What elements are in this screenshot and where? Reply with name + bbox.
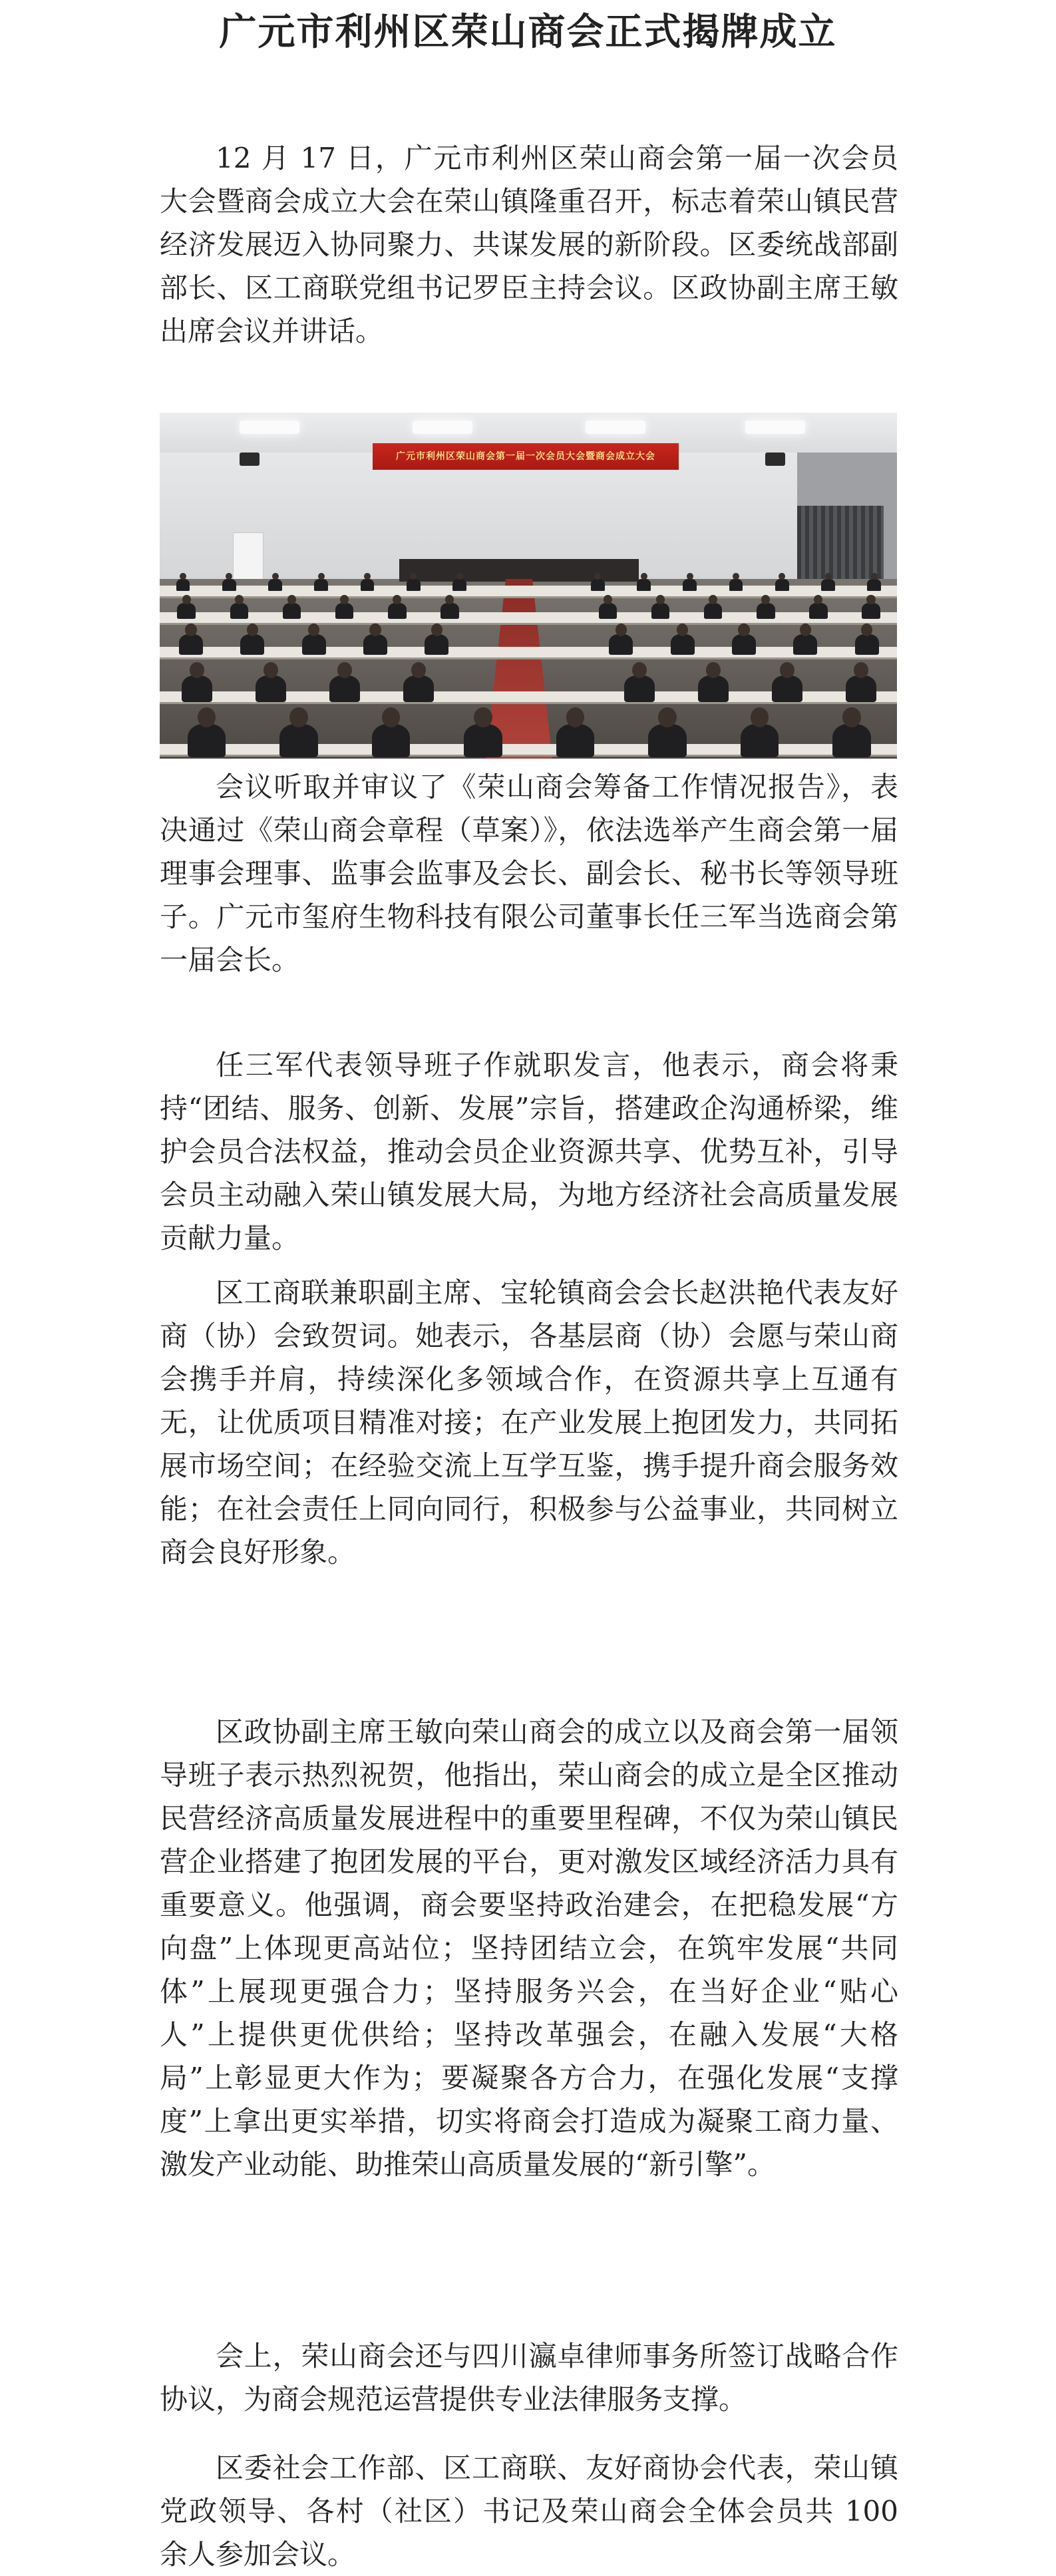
photo-attendee-head [308, 624, 319, 636]
photo-attendee-head [289, 707, 308, 727]
photo-attendee-head [616, 624, 627, 636]
photo-attendee-head [861, 624, 872, 636]
photo-attendee [651, 603, 670, 619]
photo-attendee [363, 634, 387, 655]
photo-attendee-head [800, 624, 811, 636]
photo-attendee [609, 634, 633, 655]
photo-attendee [302, 634, 326, 655]
photo-attendee [683, 579, 697, 591]
photo-attendee [862, 603, 880, 619]
photo-ceiling-light [745, 421, 805, 434]
photo-attendee [256, 675, 286, 702]
photo-attendee [732, 634, 756, 655]
article-paragraph-7: 区委社会工作部、区工商联、友好商协会代表，荣山镇党政领导、各村（社区）书记及荣山商会全体会员共 100 余人参加会议。 [160, 2452, 898, 2571]
photo-attendee [729, 579, 743, 591]
photo-desk-row [160, 744, 897, 757]
photo-attendee-head [247, 624, 258, 636]
article-paragraph-6: 会上，荣山商会还与四川瀛卓律师事务所签订战略合作协议，为商会规范运营提供专业法律服务支撑。 [160, 2340, 898, 2416]
photo-attendee [637, 579, 651, 591]
photo-attendee-head [182, 595, 191, 604]
photo-attendee-head [751, 707, 769, 727]
photo-attendee [855, 634, 879, 655]
photo-attendee [425, 634, 448, 655]
photo-speaker [765, 453, 785, 466]
photo-attendee-head [780, 662, 794, 678]
photo-attendee [599, 603, 617, 619]
photo-attendee-head [198, 707, 216, 727]
meeting-photo [160, 413, 897, 759]
photo-attendee [372, 724, 411, 757]
photo-attendee-head [641, 573, 647, 580]
photo-attendee [452, 579, 466, 591]
photo-attendee [741, 724, 779, 757]
photo-ceiling-light [240, 421, 299, 434]
photo-attendee [846, 675, 876, 702]
photo-attendee [464, 724, 502, 757]
photo-attendee [648, 724, 687, 757]
photo-desk-row [160, 612, 897, 625]
photo-attendee [793, 634, 817, 655]
article-paragraph-1: 12 月 17 日，广元市利州区荣山商会第一届一次会员大会暨商会成立大会在荣山镇隆重召开，标志着荣山镇民营经济发展迈入协同聚力、共谋发展的新阶段。区委统战部副部长、区工商联党组书记罗臣主持会议。区政协副主席王敏出席会议并讲话。 [160, 142, 898, 347]
article-paragraph-4: 区工商联兼职副主席、宝轮镇商会会长赵洪艳代表友好商（协）会致贺词。她表示，各基层商（协）会愿与荣山商会携手并肩，持续深化多领域合作，在资源共享上互通有无，让优质项目精准对接；在产业发展上抱团发力，共同拓展市场空间；在经验交流上互学互鉴，携手提升商会服务效能；在社会责任上同向同行，积极参与公益事业，共同树立商会良好形象。 [160, 1276, 898, 1568]
photo-stage-table [399, 559, 639, 582]
photo-attendee [283, 603, 301, 619]
photo-attendee [222, 579, 236, 591]
photo-attendee [698, 675, 729, 702]
photo-attendee [361, 579, 375, 591]
photo-attendee-head [456, 573, 463, 580]
photo-attendee-head [854, 662, 868, 678]
photo-attendee [821, 579, 835, 591]
photo-attendee-head [738, 624, 749, 636]
photo-attendee-head [706, 662, 721, 678]
photo-attendee [772, 675, 802, 702]
photo-attendee [182, 675, 212, 702]
photo-desk-row [160, 647, 897, 659]
photo-attendee-head [185, 624, 196, 636]
photo-attendee [314, 579, 328, 591]
photo-attendee [240, 634, 264, 655]
photo-attendee [832, 724, 871, 757]
photo-attendee [388, 603, 407, 619]
photo-attendee-head [658, 707, 677, 727]
photo-attendee-head [866, 595, 875, 604]
photo-attendee-head [337, 662, 352, 678]
photo-attendee-head [474, 707, 492, 727]
photo-attendee-head [842, 707, 861, 727]
photo-attendee [329, 675, 360, 702]
photo-attendee [407, 579, 421, 591]
photo-attendee [440, 603, 459, 619]
photo-attendee [176, 579, 190, 591]
article-paragraph-2: 会议听取并审议了《荣山商会筹备工作情况报告》，表决通过《荣山商会章程（草案）》，依法选举产生商会第一届理事会理事、监事会监事及会长、副会长、秘书长等领导班子。广元市玺府生物科技有限公司董事长任三军当选商会第一届会长。 [160, 771, 898, 976]
photo-attendee-head [318, 573, 325, 580]
photo-attendee [671, 634, 695, 655]
photo-banner: 广元市利州区荣山商会第一届一次会员大会暨商会成立大会 [373, 443, 679, 470]
photo-attendee [268, 579, 282, 591]
photo-attendee [335, 603, 354, 619]
photo-attendee [177, 603, 196, 619]
photo-attendee [624, 675, 655, 702]
photo-attendee [230, 603, 249, 619]
photo-attendee-head [825, 573, 832, 580]
article-paragraph-3: 任三军代表领导班子作就职发言，他表示，商会将秉持“团结、服务、创新、发展”宗旨，搭建政企沟通桥梁，维护会员合法权益，推动会员企业资源共享、优势互补，引导会员主动融入荣山镇发展大局，为地方经济社会高质量发展贡献力量。 [160, 1049, 898, 1254]
photo-ceiling-light [586, 421, 645, 434]
photo-attendee [704, 603, 723, 619]
photo-ceiling-light [413, 421, 472, 434]
photo-attendee-head [431, 624, 442, 636]
photo-attendee-head [677, 624, 688, 636]
photo-attendee [403, 675, 434, 702]
photo-attendee-head [411, 662, 426, 678]
photo-attendee [757, 603, 775, 619]
photo-attendee-head [382, 707, 401, 727]
photo-attendee [809, 603, 828, 619]
photo-attendee [556, 724, 595, 757]
photo-attendee [179, 634, 203, 655]
photo-attendee [867, 579, 881, 591]
photo-attendee [279, 724, 318, 757]
photo-attendee-head [871, 573, 878, 580]
photo-attendee [188, 724, 226, 757]
photo-attendee [775, 579, 789, 591]
photo-attendee-head [272, 573, 279, 580]
photo-attendee-head [369, 624, 381, 636]
article-paragraph-5: 区政协副主席王敏向荣山商会的成立以及商会第一届领导班子表示热烈祝贺，他指出，荣山商会的成立是全区推动民营经济高质量发展进程中的重要里程碑，不仅为荣山镇民营企业搭建了抱团发展的平台，更对激发区域经济活力具有重要意义。他强调，商会要坚持政治建会，在把稳发展“方向盘”上体现更高站位；坚持团结立会，在筑牢发展“共同体”上展现更强合力；坚持服务兴会，在当好企业“贴心人”上提供更优供给；坚持改革强会，在融入发展“大格局”上彰显更大作为；要凝聚各方合力，在强化发展“支撑度”上拿出更实举措，切实将商会打造成为凝聚工商力量、激发产业动能、助推荣山高质量发展的“新引擎”。 [160, 1716, 898, 2181]
photo-attendee-head [687, 573, 693, 580]
article-title: 广元市利州区荣山商会正式揭牌成立 [219, 10, 837, 54]
photo-speaker [240, 453, 260, 466]
photo-attendee [591, 579, 605, 591]
photo-attendee-head [566, 707, 585, 727]
